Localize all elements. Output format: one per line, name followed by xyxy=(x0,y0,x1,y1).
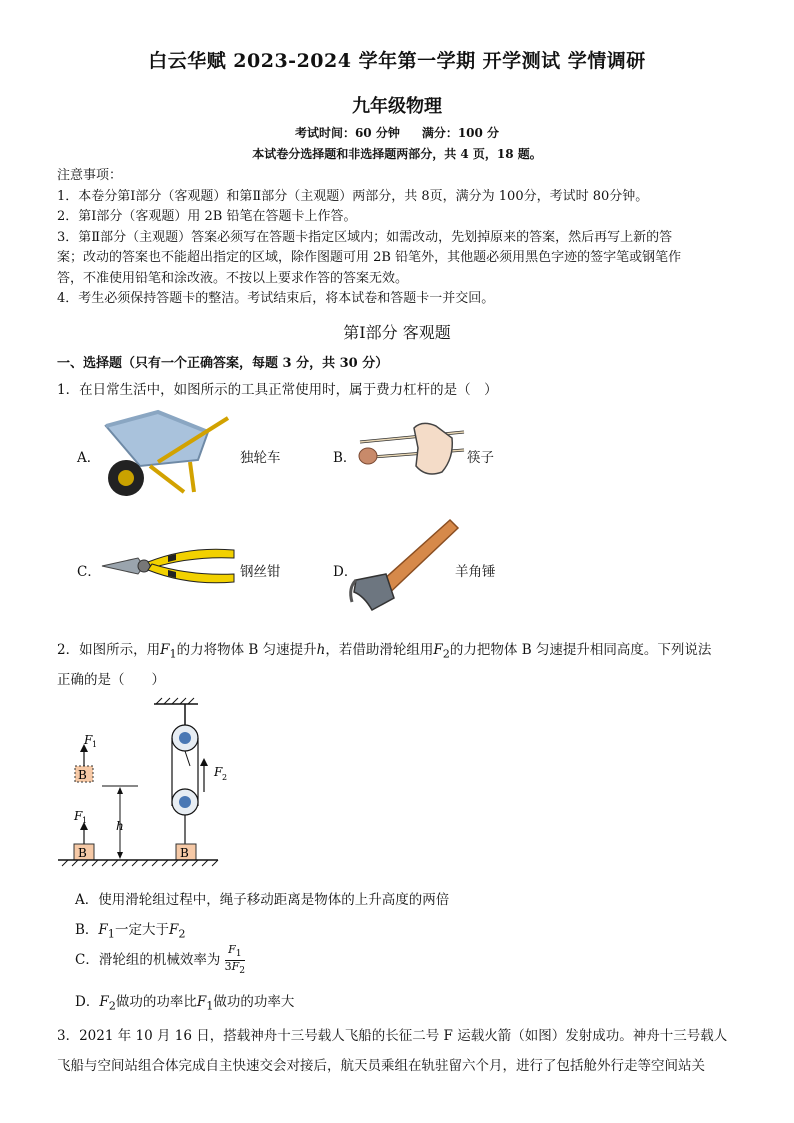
q2-option-d xyxy=(75,990,294,1013)
q2-option-b-letter: B． xyxy=(75,922,99,938)
wheelbarrow-image xyxy=(98,404,238,500)
q2-option-c-text: C．滑轮组的机械效率为 xyxy=(75,952,221,969)
claw-hammer-image xyxy=(342,516,462,616)
notes-heading: 注意事项： xyxy=(57,168,123,183)
question-2-stem xyxy=(57,638,747,661)
q2-f2-subscript: 2 xyxy=(108,999,116,1013)
q2-f2-subscript: 2 xyxy=(239,965,246,977)
q1-option-d-letter: D． xyxy=(333,564,358,580)
note-line: 2．第Ⅰ部分（客观题）用 2B 铅笔在答题卡上作答。 xyxy=(57,209,357,224)
q1-option-a-name: 独轮车 xyxy=(240,450,281,466)
q2-f1-subscript: 1 xyxy=(235,948,242,960)
note-line: 3．第Ⅱ部分（主观题）答案必须写在答题卡指定区域内；如需改动，先划掉原来的答案，然后再写上新的答 xyxy=(57,229,673,245)
q2-option-d-text: 做功的功率比 xyxy=(115,994,197,1010)
q2-stem-part: 的力将物体 B 匀速提升 xyxy=(176,642,317,658)
q2-option-d-letter: D． xyxy=(75,994,100,1010)
notes-block xyxy=(57,166,747,310)
block-b-label: B xyxy=(180,846,189,860)
q2-f1-subscript: 1 xyxy=(169,647,177,661)
q2-f1-subscript: 1 xyxy=(206,999,214,1013)
exam-subject: 九年级物理 xyxy=(352,96,442,117)
q2-den-prefix: 3 xyxy=(224,960,232,974)
exam-score: 满分：100 分 xyxy=(421,126,500,140)
f1-subscript: 1 xyxy=(92,740,98,749)
q1-option-d-name: 羊角锤 xyxy=(455,564,496,580)
f1-label: F xyxy=(84,733,93,747)
q1-option-c-letter: C． xyxy=(77,564,101,580)
exam-composition: 本试卷分选择题和非选择题两部分，共 4 页，18 题。 xyxy=(252,147,542,161)
q2-f2-symbol: F xyxy=(231,960,240,974)
q2-f2-symbol: F xyxy=(168,922,179,938)
question-3-stem-line2: 飞船与空间站组合体完成自主快速交会对接后，航天员乘组在轨驻留六个月，进行了包括舱外行走等空间站关 xyxy=(57,1058,705,1074)
q2-option-b xyxy=(75,918,186,941)
question-3-stem-line1: 3．2021 年 10 月 16 日，搭载神舟十三号载人飞船的长征二号 F 运载火箭（如图）发射成功。神舟十三号载人 xyxy=(57,1028,728,1044)
q2-option-b-text: 一定大于 xyxy=(114,922,169,938)
pliers-image xyxy=(98,540,238,590)
q1-option-b-letter: B． xyxy=(333,450,357,466)
q2-f1-symbol: F xyxy=(98,922,108,938)
q1-option-a-letter: A． xyxy=(77,450,101,466)
block-b-label: B xyxy=(78,768,87,782)
exam-title: 白云华赋 2023-2024 学年第一学期 开学测试 学情调研 xyxy=(148,50,646,72)
q2-f2-subscript: 2 xyxy=(178,927,186,941)
q2-option-d-text: 做功的功率大 xyxy=(213,994,295,1010)
efficiency-fraction xyxy=(225,944,245,977)
q2-h-symbol: h xyxy=(316,642,326,658)
note-line: 答，不准使用铅笔和涂改液。不按以上要求作答的答案无效。 xyxy=(57,270,409,286)
pulley-diagram xyxy=(58,696,228,874)
q2-stem-part: 的力把物体 B 匀速提升相同高度。下列说法 xyxy=(449,642,712,658)
question-2-stem-line2: 正确的是（ ） xyxy=(57,672,165,688)
q2-f2-symbol: F xyxy=(99,994,109,1010)
exam-time: 考试时间：60 分钟 xyxy=(294,126,400,140)
q2-f1-symbol: F xyxy=(228,943,236,956)
q2-stem-part: ，若借助滑轮组用 xyxy=(325,642,434,658)
q2-stem-part: 2．如图所示，用 xyxy=(57,642,161,658)
q1-option-c-name: 钢丝钳 xyxy=(240,564,281,580)
q2-f2-symbol: F xyxy=(433,642,443,658)
part-title: 第Ⅰ部分 客观题 xyxy=(343,323,451,342)
q2-f1-subscript: 1 xyxy=(107,927,115,941)
q1-option-b-name: 筷子 xyxy=(467,450,494,466)
q2-option-a: A．使用滑轮组过程中，绳子移动距离是物体的上升高度的两倍 xyxy=(75,892,450,908)
f2-subscript: 2 xyxy=(222,773,228,782)
f1-label: F xyxy=(74,809,83,823)
note-line: 1．本卷分第Ⅰ部分（客观题）和第Ⅱ部分（主观题）两部分，共 8页，满分为 100分，考试时 80分钟。 xyxy=(57,188,649,204)
q2-option-c xyxy=(75,944,245,977)
exam-info xyxy=(0,124,794,141)
q2-f2-subscript: 2 xyxy=(442,647,450,661)
h-label: h xyxy=(116,819,124,833)
f1-subscript: 1 xyxy=(82,816,88,825)
chopsticks-image xyxy=(356,418,466,482)
q2-f1-symbol: F xyxy=(196,994,207,1010)
section-heading: 一、选择题（只有一个正确答案，每题 3 分，共 30 分） xyxy=(57,356,389,371)
note-line: 案；改动的答案也不能超出指定的区域，除作图题可用 2B 铅笔外，其他题必须用黑色字迹的签字笔或钢笔作 xyxy=(57,250,682,265)
q2-f1-symbol: F xyxy=(160,642,170,658)
note-line: 4．考生必须保持答题卡的整洁。考试结束后，将本试卷和答题卡一并交回。 xyxy=(57,291,495,306)
block-b-label: B xyxy=(78,846,87,860)
question-1-stem: 1．在日常生活中，如图所示的工具正常使用时，属于费力杠杆的是（ ） xyxy=(57,382,498,398)
f2-label: F xyxy=(214,765,223,779)
